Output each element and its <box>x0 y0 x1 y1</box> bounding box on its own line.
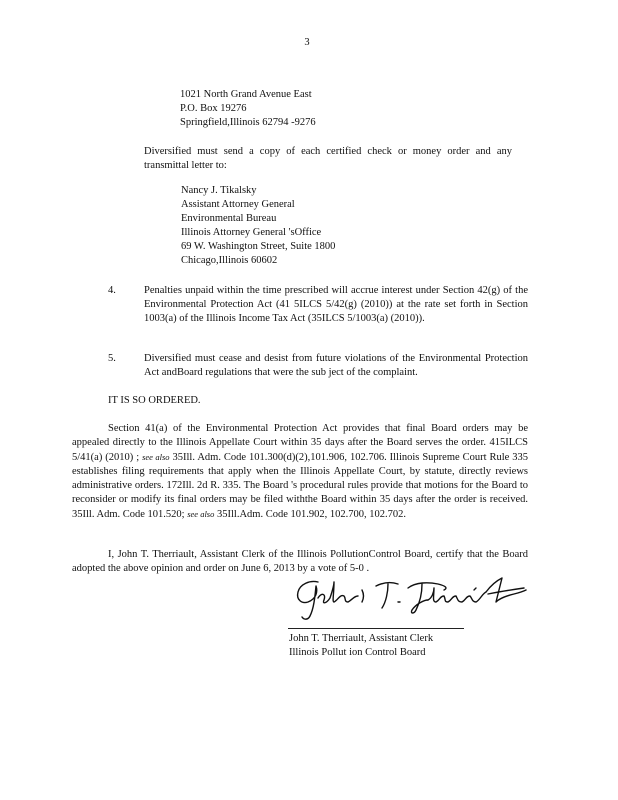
address-line: Illinois Attorney General 'sOffice <box>181 227 322 238</box>
item-text: Penalties unpaid within the time prescribed will accrue interest under Section 42(g) of the Environmental Protection Act (41 5ILCS 5/42(g) (2010)) at the rate set forth in Section 1003(a) of the Illinois Income Tax Act (35ILCS 5/1003(a) (2010)). <box>144 285 528 324</box>
order-item-5 <box>108 352 528 380</box>
order-item-4 <box>108 284 528 340</box>
item-number: 4. <box>108 285 116 296</box>
text-segment: Section 41(a) of the Environmental Protection Act provides that final Board orders may be appealed directly to the Illinois Appellate Court within 35 days after the Board serves the order. 415ILCS 5/41(a) (2010) ; <box>72 423 528 463</box>
text-segment: 35Ill.Adm. Code 101.902, 102.700, 102.702. <box>214 509 406 520</box>
address-line: P.O. Box 19276 <box>180 103 247 114</box>
signature-line <box>288 628 464 629</box>
address-line: Nancy J. Tikalsky <box>181 185 257 196</box>
appeal-rights-paragraph <box>72 422 528 522</box>
item-text: Diversified must cease and desist from future violations of the Environmental Protection Act andBoard regulations that were the sub ject of the complaint. <box>144 353 528 378</box>
see-also-citation: see also <box>142 452 170 462</box>
see-also-citation: see also <box>187 509 215 519</box>
so-ordered: IT IS SO ORDERED. <box>108 395 201 406</box>
address-line: Assistant Attorney General <box>181 199 295 210</box>
signer-name-title: John T. Therriault, Assistant Clerk <box>289 633 434 644</box>
address-line: Springfield,Illinois 62794 -9276 <box>180 117 316 128</box>
payment-address <box>180 88 316 130</box>
attorney-general-address <box>181 184 335 268</box>
address-line: Chicago,Illinois 60602 <box>181 255 278 266</box>
address-line: 69 W. Washington Street, Suite 1800 <box>181 241 336 252</box>
certification-paragraph: I, John T. Therriault, Assistant Clerk of the Illinois PollutionControl Board, certify that the Board adopted the above opinion and order on June 6, 2013 by a vote of 5-0 . <box>72 549 528 574</box>
handwritten-signature <box>288 572 528 624</box>
page-number: 3 <box>304 37 310 48</box>
send-copy-paragraph: Diversified must send a copy of each certified check or money order and any transmittal letter to: <box>144 146 512 171</box>
address-line: Environmental Bureau <box>181 213 277 224</box>
item-number: 5. <box>108 353 116 364</box>
text-segment: 35Ill. Adm. Code 101.300(d)(2),101.906, 102.706. Illinois Supreme Court Rule 335 establishes filing requirements that apply when the Illinois Appellate Court, by statute, directly reviews administrative orders. 172Ill. 2d R. 335. The Board 's procedural rules provide that motions for the Board to reconsider or modify its final orders may be filed withthe Board within 35 days after the order is received. 35Ill. Adm. Code 101.520; <box>72 452 529 520</box>
address-line: 1021 North Grand Avenue East <box>180 89 312 100</box>
signer-board: Illinois Pollut ion Control Board <box>289 647 426 658</box>
signer-block <box>289 632 433 660</box>
